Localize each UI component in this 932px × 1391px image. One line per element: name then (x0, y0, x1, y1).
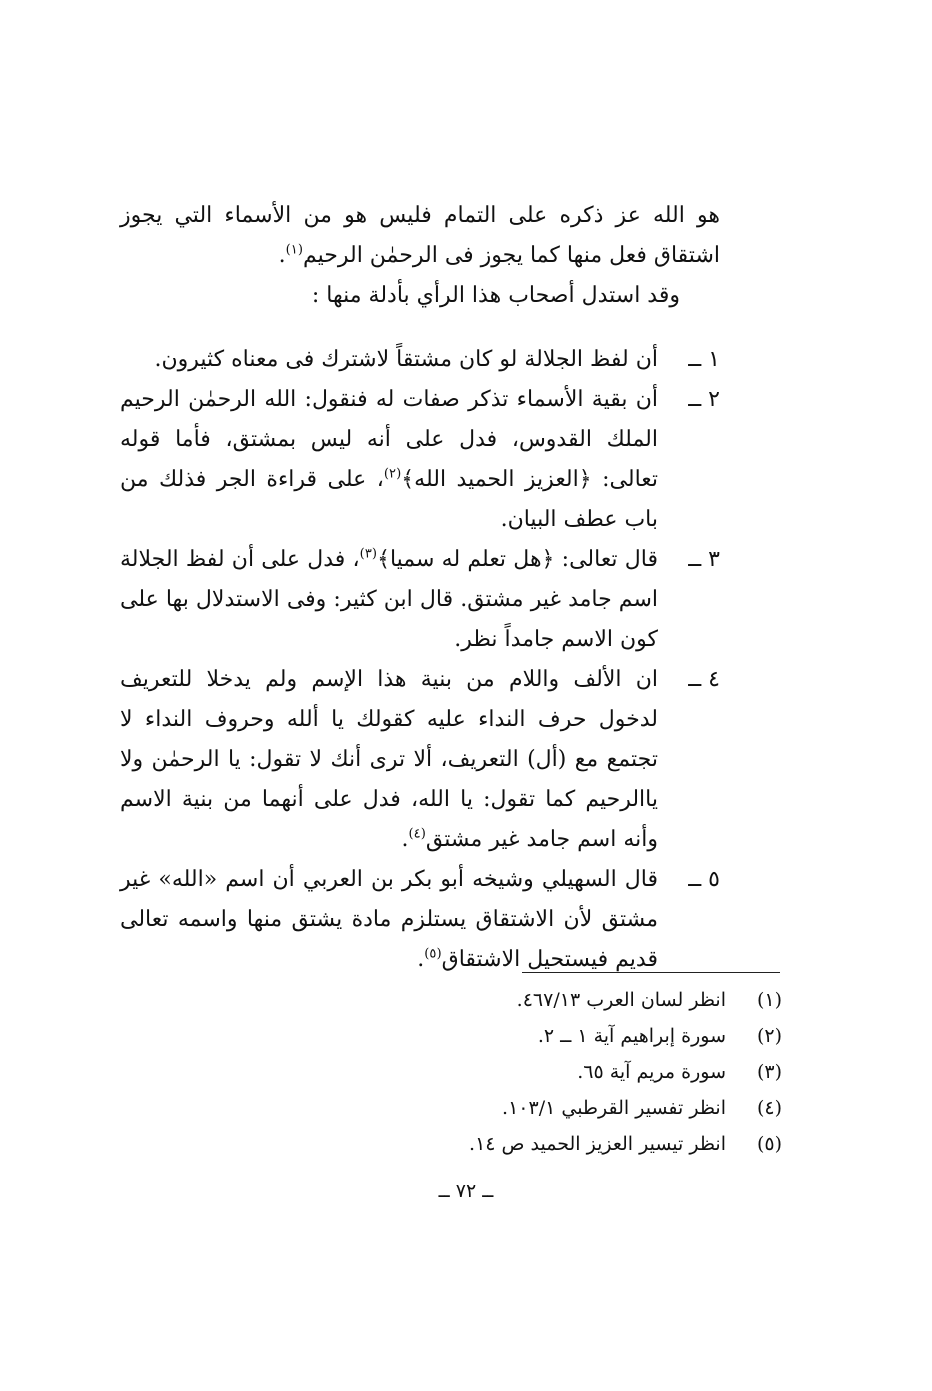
footnote-text: انظر لسان العرب ٤٦٧/١٣. (516, 989, 726, 1011)
item-text (120, 860, 658, 980)
intro-text: هو الله عز ذكره على التمام فليس هو من الأسماء التي يجوز اشتقاق فعل منها كما يجوز فى الرحمٰن الرحيم (120, 203, 720, 268)
footnote (402, 1054, 782, 1090)
intro-paragraph (120, 196, 720, 276)
item-tail: ، فدل على أن لفظ الجلالة اسم جامد غير مشتق. قال ابن كثير: وفى الاستدلال بها على كون الاسم جامداً نظر. (120, 547, 658, 652)
item-body: قال السهيلي وشيخه أبو بكر بن العربي أن اسم «الله» غير مشتق لأن الاشتقاق يستلزم مادة يشتق منها واسمه تعالى قديم فيستحيل الاشتقاق (120, 867, 658, 972)
intro-end: . (278, 243, 286, 268)
footnote-ref: (٢) (383, 466, 402, 482)
footnote-number: (٤) (756, 1097, 782, 1119)
footnote-text: سورة مريم آية ٦٥. (577, 1061, 726, 1083)
item-body: أن لفظ الجلالة لو كان مشتقاً لاشترك فى معناه كثيرون. (154, 347, 658, 372)
footnote-text: سورة إبراهيم آية ١ ــ ٢. (537, 1025, 726, 1047)
footnote (402, 982, 782, 1018)
list-item (120, 860, 720, 980)
footnote-text: انظر تفسير القرطبي ١٠٣/١. (502, 1097, 726, 1119)
evidence-list (120, 340, 720, 980)
footnote (402, 1126, 782, 1162)
item-body: ان الألف واللام من بنية هذا الإسم ولم يدخلا للتعريف لدخول حرف النداء عليه كقولك يا ألله وحروف النداء لا تجتمع مع (أل) التعريف، ألا ترى أنك لا تقول: يا الرحمٰن ولا ياالرحيم كما تقول: يا الله، فدل على أنهما من بنية الاسم وأنه اسم جامد غير مشتق (120, 667, 658, 852)
footnote-text: انظر تيسير العزيز الحميد ص ١٤. (469, 1133, 726, 1155)
item-number: ٤ ــ (688, 667, 720, 692)
item-number: ٥ ــ (688, 867, 720, 892)
list-item (120, 540, 720, 660)
item-body: أن بقية الأسماء تذكر صفات له فنقول: الله الرحمٰن الرحيم الملك القدوس، فدل على أنه ليس بمشتق، فأما قوله تعالى: ﴿العزيز الحميد الله﴾ (120, 387, 659, 492)
footnotes (402, 982, 782, 1162)
item-tail: ، على قراءة الجر فذلك من باب عطف البيان. (120, 467, 658, 532)
item-text (120, 340, 658, 380)
intro-evidence-line: وقد استدل أصحاب هذا الرأي بأدلة منها : (311, 283, 680, 308)
footnote-ref: (٣) (359, 546, 378, 562)
footnote-number: (٥) (756, 1133, 782, 1155)
item-body: قال تعالى: ﴿هل تعلم له سميا﴾ (377, 547, 658, 572)
footnote-ref: (٥) (424, 946, 442, 962)
footnote-ref: (١) (285, 242, 303, 258)
item-tail: . (417, 947, 425, 972)
item-text (120, 660, 658, 860)
footnote-divider (522, 972, 780, 973)
page-number: ــ ٧٢ ــ (438, 1180, 494, 1202)
list-item (120, 340, 720, 380)
footnote (402, 1018, 782, 1054)
item-number: ١ ــ (688, 347, 720, 372)
footnote-ref: (٤) (408, 826, 426, 842)
item-tail: . (401, 827, 409, 852)
item-number: ٢ ــ (688, 387, 720, 412)
item-number: ٣ ــ (688, 547, 720, 572)
list-item (120, 660, 720, 860)
footnote-number: (٣) (756, 1061, 782, 1083)
main-text (120, 196, 720, 980)
footnote-number: (٢) (756, 1025, 782, 1047)
list-item (120, 380, 720, 540)
footnote-number: (١) (756, 989, 782, 1011)
item-text (120, 380, 658, 540)
footnote (402, 1090, 782, 1126)
item-text (120, 540, 658, 660)
